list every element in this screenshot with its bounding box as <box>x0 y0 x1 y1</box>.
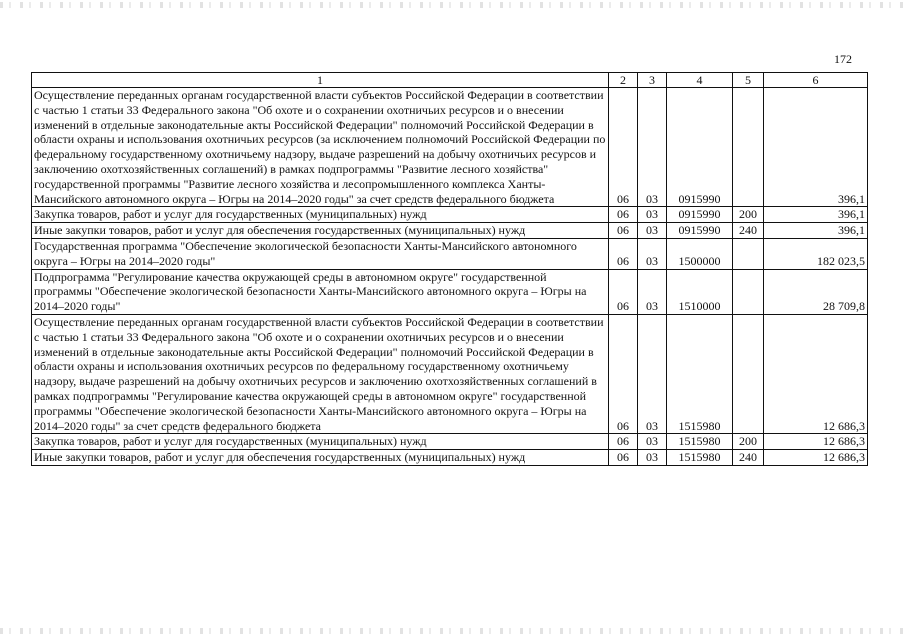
row-expense-type <box>733 88 764 207</box>
row-subsection: 03 <box>638 434 667 450</box>
row-amount: 12 686,3 <box>764 434 868 450</box>
column-header-6: 6 <box>764 73 868 88</box>
row-target-code: 1500000 <box>667 238 733 269</box>
row-amount: 12 686,3 <box>764 314 868 433</box>
row-name: Осуществление переданных органам государственной власти субъектов Российской Федерации в соответствии с частью 1 статьи 33 Федерального закона "Об охоте и о сохранении охотничьих ресурсов и о внесении изменений в отдельные законодательные акты Российской Федерации" полномочий Российской Федерации в области охраны и использования охотничьих ресурсов (за исключением полномочий Российской Федерации по федеральному государственному охотничьему надзору, выдаче разрешений на добычу охотничьих ресурсов и заключению охотхозяйственных соглашений) в рамках подпрограммы "Развитие лесного хозяйства" государственной программы "Развитие лесного хозяйства и лесопромышленного комплекса Ханты-Мансийского автономного округа – Югры на 2014–2020 годы" за счет средств федерального бюджета <box>32 88 609 207</box>
table-row <box>32 450 868 466</box>
row-name: Иные закупки товаров, работ и услуг для обеспечения государственных (муниципальных) нужд <box>32 223 609 239</box>
table-row <box>32 269 868 314</box>
budget-table <box>31 72 868 466</box>
row-name: Государственная программа "Обеспечение экологической безопасности Ханты-Мансийского автономного округа – Югры на 2014–2020 годы" <box>32 238 609 269</box>
row-expense-type: 240 <box>733 223 764 239</box>
row-amount: 396,1 <box>764 223 868 239</box>
row-subsection: 03 <box>638 223 667 239</box>
row-subsection: 03 <box>638 88 667 207</box>
row-amount: 28 709,8 <box>764 269 868 314</box>
row-amount: 182 023,5 <box>764 238 868 269</box>
row-subsection: 03 <box>638 238 667 269</box>
row-expense-type: 240 <box>733 450 764 466</box>
row-section: 06 <box>609 314 638 433</box>
table-row <box>32 88 868 207</box>
row-target-code: 1510000 <box>667 269 733 314</box>
row-subsection: 03 <box>638 207 667 223</box>
row-target-code: 1515980 <box>667 450 733 466</box>
row-section: 06 <box>609 207 638 223</box>
table-row <box>32 434 868 450</box>
row-amount: 396,1 <box>764 207 868 223</box>
page-number: 172 <box>834 52 852 66</box>
scan-noise-top <box>0 2 905 8</box>
row-subsection: 03 <box>638 314 667 433</box>
row-section: 06 <box>609 269 638 314</box>
row-section: 06 <box>609 434 638 450</box>
row-name: Иные закупки товаров, работ и услуг для обеспечения государственных (муниципальных) нужд <box>32 450 609 466</box>
row-amount: 396,1 <box>764 88 868 207</box>
row-name: Подпрограмма "Регулирование качества окружающей среды в автономном округе" государственной программы "Обеспечение экологической безопасности Ханты-Мансийского автономного округа – Югры на 2014–2020 годы" <box>32 269 609 314</box>
row-target-code: 1515980 <box>667 314 733 433</box>
column-header-1: 1 <box>32 73 609 88</box>
row-section: 06 <box>609 238 638 269</box>
row-expense-type <box>733 269 764 314</box>
row-target-code: 0915990 <box>667 207 733 223</box>
table-row <box>32 207 868 223</box>
column-header-5: 5 <box>733 73 764 88</box>
header-row <box>32 73 868 88</box>
table-row <box>32 223 868 239</box>
column-header-4: 4 <box>667 73 733 88</box>
row-target-code: 1515980 <box>667 434 733 450</box>
row-subsection: 03 <box>638 269 667 314</box>
table-row <box>32 238 868 269</box>
row-expense-type: 200 <box>733 434 764 450</box>
column-header-3: 3 <box>638 73 667 88</box>
row-name: Закупка товаров, работ и услуг для государственных (муниципальных) нужд <box>32 207 609 223</box>
row-target-code: 0915990 <box>667 88 733 207</box>
row-section: 06 <box>609 88 638 207</box>
row-expense-type: 200 <box>733 207 764 223</box>
row-name: Осуществление переданных органам государственной власти субъектов Российской Федерации в соответствии с частью 1 статьи 33 Федерального закона "Об охоте и о сохранении охотничьих ресурсов и о внесении изменений в отдельные законодательные акты Российской Федерации" полномочий Российской Федерации в области охраны и использования охотничьих ресурсов по федеральному государственному охотничьему надзору, выдаче разрешений на добычу охотничьих ресурсов и заключению охотхозяйственных соглашений в рамках подпрограммы "Регулирование качества окружающей среды в автономном округе" государственной программы "Обеспечение экологической безопасности Ханты-Мансийского автономного округа – Югры на 2014–2020 годы" за счет средств федерального бюджета <box>32 314 609 433</box>
row-section: 06 <box>609 223 638 239</box>
column-header-2: 2 <box>609 73 638 88</box>
row-name: Закупка товаров, работ и услуг для государственных (муниципальных) нужд <box>32 434 609 450</box>
row-expense-type <box>733 238 764 269</box>
scan-noise-bottom <box>0 628 905 634</box>
row-subsection: 03 <box>638 450 667 466</box>
row-expense-type <box>733 314 764 433</box>
table-row <box>32 314 868 433</box>
row-target-code: 0915990 <box>667 223 733 239</box>
row-section: 06 <box>609 450 638 466</box>
row-amount: 12 686,3 <box>764 450 868 466</box>
